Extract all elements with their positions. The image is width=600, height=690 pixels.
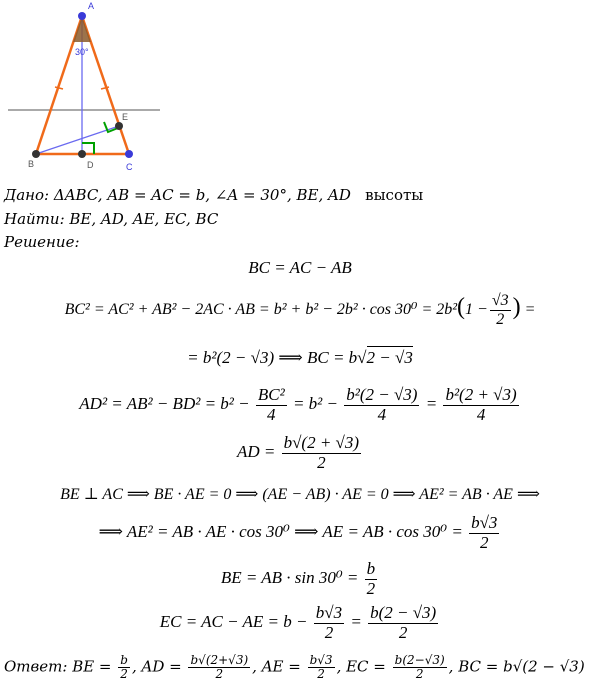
eq-l9c: 2 bbox=[324, 622, 334, 642]
answer-be-den: 2 bbox=[120, 667, 128, 682]
eq-l9e: b(2 − √3) bbox=[370, 603, 437, 622]
eq-be bbox=[0, 560, 600, 598]
eq-l7c: 2 bbox=[480, 532, 489, 552]
tick-ab bbox=[55, 87, 63, 89]
answer-bc: , BC = b√(2 − √3) bbox=[448, 657, 585, 676]
point-d bbox=[78, 150, 86, 158]
eq-l4e: b²(2 − √3) bbox=[346, 385, 418, 404]
eq-l8a: BE = AB · sin 30⁰ = bbox=[220, 568, 359, 588]
answer-ae-num: b√3 bbox=[309, 653, 333, 667]
point-b bbox=[32, 150, 40, 158]
given-label: Дано: bbox=[4, 186, 50, 204]
eq-l2a: BC² = AC² + AB² − 2AC · AB = b² + b² − 2b² · cos 30⁰ = 2b² bbox=[64, 300, 458, 318]
eq-ec bbox=[0, 604, 600, 642]
answer-ec-num: b(2−√3) bbox=[394, 653, 445, 667]
eq-l9a: EC = AC − AE = b − bbox=[159, 612, 308, 632]
answer-ad-num: b√(2+√3) bbox=[190, 653, 249, 667]
eq-ad-squared bbox=[0, 386, 600, 424]
answer-be: BE = bbox=[72, 657, 112, 676]
label-angle: 30° bbox=[75, 47, 89, 57]
eq-l2d: 2 bbox=[496, 310, 505, 328]
eq-l4b: BC² bbox=[257, 385, 285, 404]
point-c bbox=[125, 150, 133, 158]
given-tail: высоты bbox=[365, 186, 424, 204]
eq-bc-squared: BC² = AC² + AB² − 2AC · AB = b² + b² − 2b² · cos 30⁰ = 2b²(1 − $\frac{√3}{2}$ ) = bbox=[64, 292, 536, 328]
triangle-figure bbox=[0, 0, 170, 175]
eq-l3a: = b²(2 − √3) ⟹ BC = b bbox=[187, 348, 358, 367]
find-text: BE, AD, AE, EC, BC bbox=[69, 210, 219, 228]
eq-l9f: 2 bbox=[398, 622, 408, 642]
answer-ec: , EC = bbox=[336, 657, 386, 676]
eq-l8b: b bbox=[366, 559, 376, 578]
eq-l8c: 2 bbox=[366, 578, 376, 598]
eq-l4f: 4 bbox=[377, 404, 387, 424]
find-label: Найти: bbox=[4, 210, 65, 228]
eq-l5b: b√(2 + √3) bbox=[283, 433, 360, 452]
answer-ad: , AD = bbox=[131, 657, 182, 676]
answer-ae: , AE = bbox=[252, 657, 301, 676]
eq-ae bbox=[0, 514, 600, 552]
answer-line bbox=[4, 654, 585, 681]
eq-l9b: b√3 bbox=[315, 603, 343, 622]
eq-l3b: 2 − √3 bbox=[366, 348, 413, 367]
eq-l7a: ⟹ AE² = AB · AE · cos 30⁰ ⟹ AE = AB · cos 30⁰ = bbox=[98, 522, 463, 542]
label-a: A bbox=[88, 1, 95, 11]
eq-be-perp: BE ⊥ AC ⟹ BE · AE = 0 ⟹ (AE − AB) · AE = 0 ⟹ AE² = AB · AE ⟹ bbox=[60, 486, 540, 503]
eq-ad bbox=[0, 434, 600, 472]
eq-vector-bc: BC = AC − AB bbox=[248, 258, 352, 277]
label-c: C bbox=[126, 162, 133, 172]
eq-l4i: 4 bbox=[476, 404, 486, 424]
eq-l2e: = bbox=[524, 300, 536, 318]
solution-label: Решение: bbox=[4, 233, 80, 251]
eq-l5a: AD = bbox=[236, 442, 276, 462]
point-e bbox=[115, 122, 123, 130]
eq-l4c: 4 bbox=[267, 404, 276, 424]
answer-ad-den: 2 bbox=[215, 667, 224, 682]
point-a bbox=[78, 12, 86, 20]
label-d: D bbox=[87, 160, 94, 170]
eq-l5c: 2 bbox=[317, 452, 326, 472]
given-text: ΔABC, AB = AC = b, ∠A = 30°, BE, AD bbox=[53, 186, 351, 204]
eq-l2c: √3 bbox=[491, 292, 509, 309]
answer-ae-den: 2 bbox=[317, 667, 325, 682]
eq-l2b: 1 − bbox=[465, 300, 488, 318]
eq-l4h: b²(2 + √3) bbox=[445, 385, 517, 404]
label-e: E bbox=[122, 112, 129, 122]
given-line bbox=[4, 186, 423, 204]
eq-l9d: = bbox=[350, 612, 362, 632]
find-line bbox=[4, 210, 218, 228]
eq-l4g: = bbox=[425, 394, 438, 414]
eq-l4a: AD² = AB² − BD² = b² − bbox=[79, 394, 250, 414]
answer-be-num: b bbox=[120, 653, 128, 667]
answer-ec-den: 2 bbox=[415, 667, 424, 682]
eq-l7b: b√3 bbox=[471, 513, 498, 532]
answer-label: Ответ: bbox=[4, 657, 68, 676]
eq-bc-result: = b²(2 − √3) ⟹ BC = b√2 − √3 bbox=[187, 348, 413, 367]
label-b: B bbox=[28, 159, 35, 169]
eq-l4d: = b² − bbox=[292, 394, 338, 414]
